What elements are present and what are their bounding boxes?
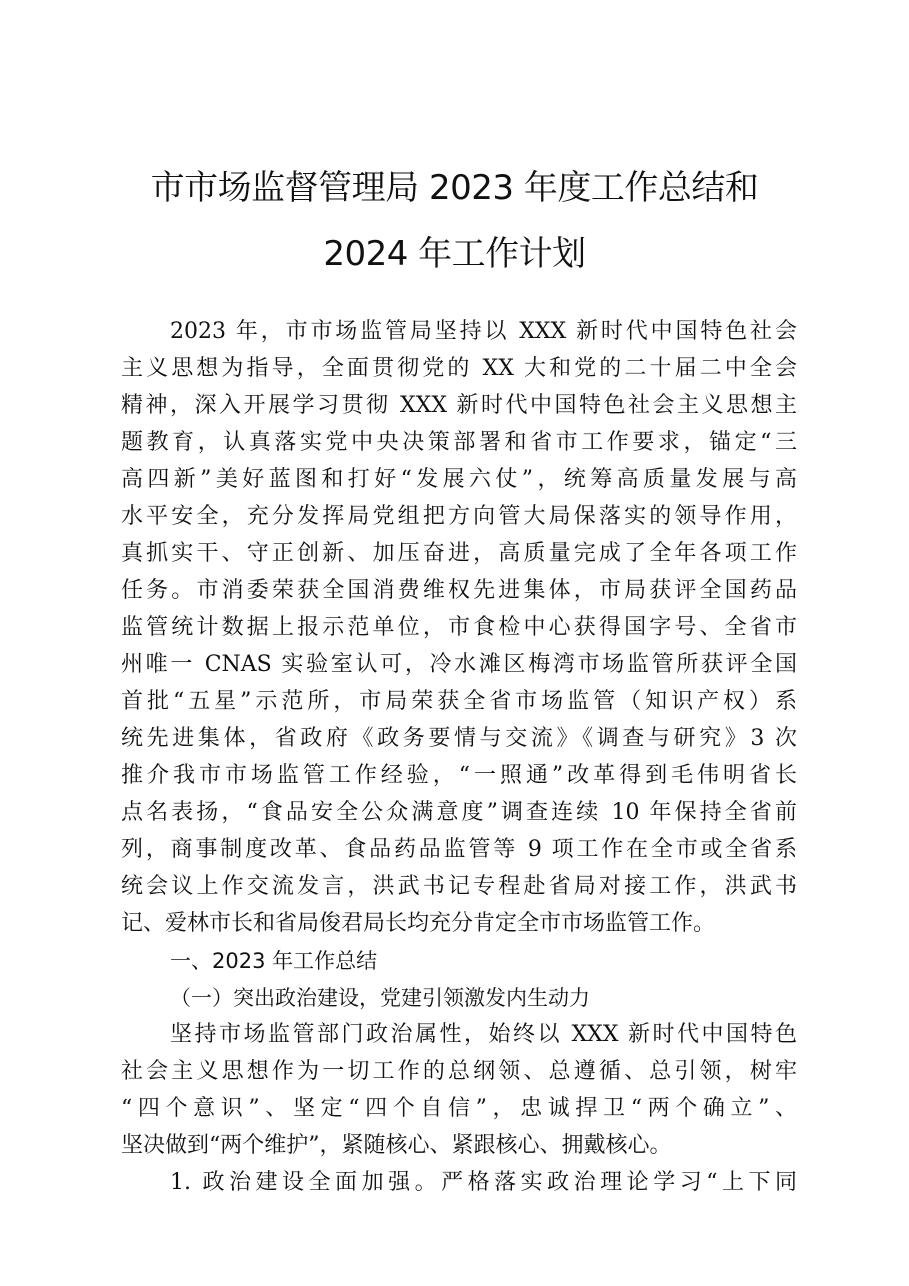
intro-line: 州唯一 CNAS 实验室认可，冷水滩区梅湾市场监管所获评全国 [121,652,797,677]
intro-line: 点名表扬，“食品安全公众满意度”调查连续 10 年保持全省前 [121,800,797,825]
paragraph-line: 社会主义思想作为一切工作的总纲领、总遵循、总引领，树牢 [121,1059,797,1084]
intro-line: 记、爱林市长和省局俊君局长均充分肯定全市市场监管工作。 [121,911,716,936]
intro-line: 推介我市市场监管工作经验，“一照通”改革得到毛伟明省长 [121,763,797,788]
paragraph-line: 坚决做到“两个维护”，紧随核心、紧跟核心、拥戴核心。 [121,1133,672,1158]
document-title-line-1: 市市场监督管理局 2023 年度工作总结和 [150,168,759,208]
paragraph-line: “四个意识”、坚定“四个自信”，忠诚捍卫“两个确立”、 [121,1096,797,1121]
intro-line: 主义思想为指导，全面贯彻党的 XX 大和党的二十届二中全会 [121,356,797,381]
paragraph-line: 1. 政治建设全面加强。严格落实政治理论学习“上下同 [170,1170,797,1195]
intro-line: 高四新”美好蓝图和打好“发展六仗”，统筹高质量发展与高 [121,467,797,492]
intro-line: 统先进集体，省政府《政务要情与交流》《调查与研究》3 次 [121,726,797,751]
subsection-heading: （一）突出政治建设，党建引领激发内生动力 [170,986,590,1010]
intro-line: 任务。市消委荣获全国消费维权先进集体，市局获评全国药品 [121,578,797,603]
document-title-line-2: 2024 年工作计划 [323,234,586,274]
intro-line: 列，商事制度改革、食品药品监管等 9 项工作在全市或全省系 [121,837,797,862]
intro-line: 真抓实干、守正创新、加压奋进，高质量完成了全年各项工作 [121,541,797,566]
intro-line: 水平安全，充分发挥局党组把方向管大局保落实的领导作用， [121,504,797,529]
intro-line: 题教育，认真落实党中央决策部署和省市工作要求，锚定“三 [121,430,797,455]
section-heading: 一、2023 年工作总结 [170,949,378,973]
intro-line: 统会议上作交流发言，洪武书记专程赴省局对接工作，洪武书 [121,874,797,899]
intro-line: 精神，深入开展学习贯彻 XXX 新时代中国特色社会主义思想主 [121,393,797,418]
intro-line: 2023 年，市市场监管局坚持以 XXX 新时代中国特色社会 [170,319,797,344]
paragraph-line: 坚持市场监管部门政治属性，始终以 XXX 新时代中国特色 [170,1022,797,1047]
intro-line: 监管统计数据上报示范单位，市食检中心获得国字号、全省市 [121,615,797,640]
intro-line: 首批“五星”示范所，市局荣获全省市场监管（知识产权）系 [121,689,797,714]
